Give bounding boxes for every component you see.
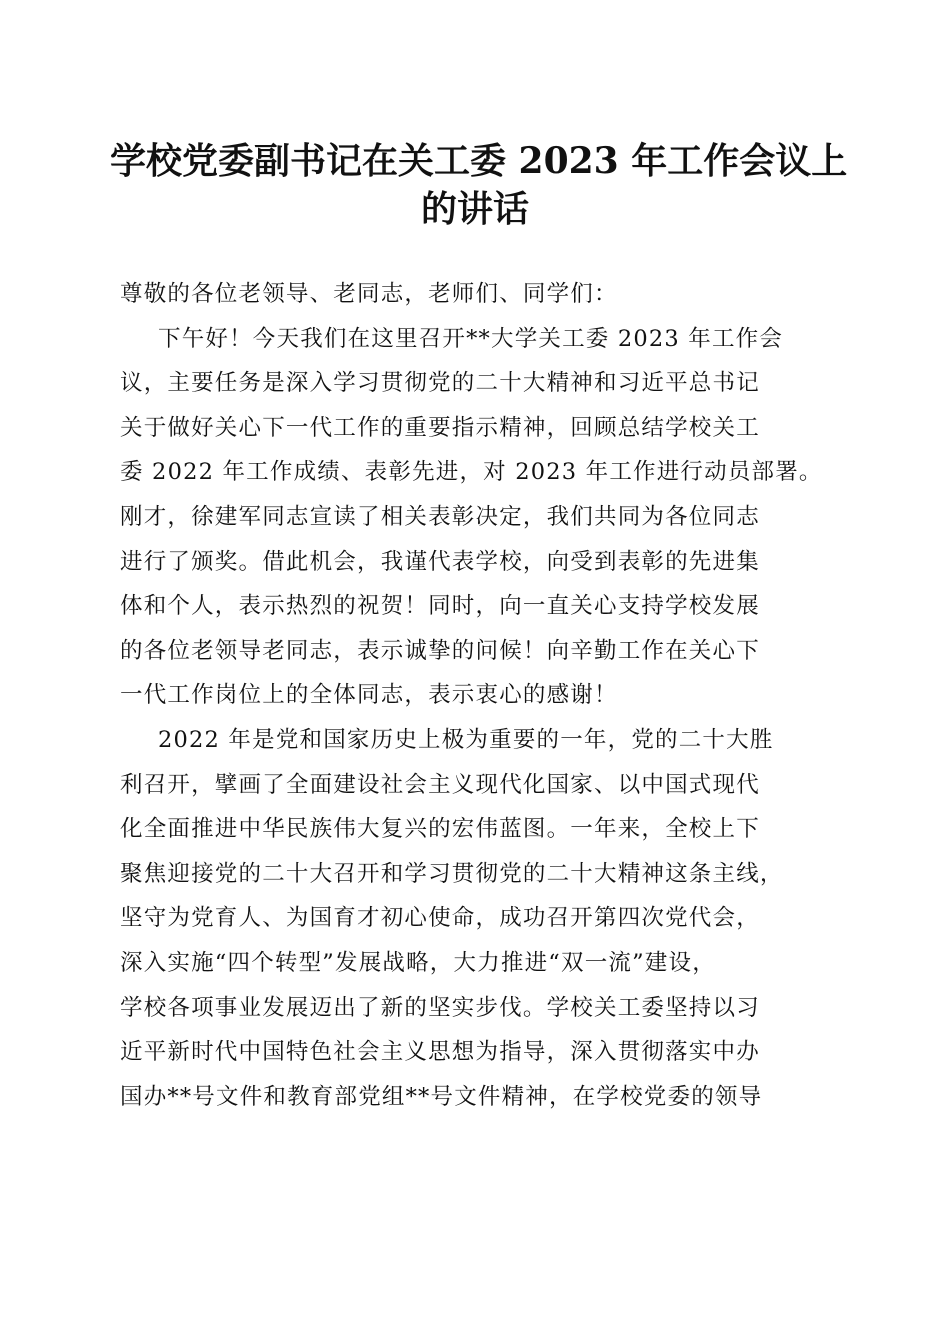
title-line: 的讲话 (420, 188, 529, 230)
title-line: 学校党委副书记在关工委 2023 年工作会议上 (110, 140, 848, 182)
paragraph-1-line: 议，主要任务是深入学习贯彻党的二十大精神和习近平总书记 (120, 370, 760, 397)
document-title (110, 137, 848, 233)
document-body (120, 272, 840, 1119)
paragraph-2-line: 深入实施“四个转型”发展战略，大力推进“双一流”建设， (120, 949, 716, 976)
paragraph-2-line: 近平新时代中国特色社会主义思想为指导，深入贯彻落实中办 (120, 1039, 760, 1066)
paragraph-1-line: 进行了颁奖。借此机会，我谨代表学校，向受到表彰的先进集 (120, 548, 760, 575)
salutation: 尊敬的各位老领导、老同志，老师们、同学们： (120, 281, 618, 307)
paragraph-1-line: 体和个人，表示热烈的祝贺！同时，向一直关心支持学校发展 (120, 593, 760, 620)
paragraph-1-line: 一代工作岗位上的全体同志，表示衷心的感谢！ (120, 682, 618, 709)
paragraph-1-line: 的各位老领导老同志，表示诚挚的问候！向辛勤工作在关心下 (120, 637, 760, 664)
paragraph-2-line: 化全面推进中华民族伟大复兴的宏伟蓝图。一年来，全校上下 (120, 816, 760, 843)
paragraph-2-line: 学校各项事业发展迈出了新的坚实步伐。学校关工委坚持以习 (120, 994, 760, 1021)
paragraph-2-line: 利召开，擘画了全面建设社会主义现代化国家、以中国式现代 (120, 771, 760, 798)
paragraph-2-line: 坚守为党育人、为国育才初心使命，成功召开第四次党代会， (120, 905, 760, 932)
paragraph-2-line: 国办**号文件和教育部党组**号文件精神，在学校党委的领导 (120, 1083, 763, 1110)
paragraph-1-line: 委 2022 年工作成绩、表彰先进，对 2023 年工作进行动员部署。 (120, 459, 823, 486)
paragraph-1-line: 下午好！今天我们在这里召开**大学关工委 2023 年工作会 (158, 325, 784, 352)
paragraph-2-line: 2022 年是党和国家历史上极为重要的一年，党的二十大胜 (158, 726, 774, 753)
paragraph-1-line: 刚才，徐建军同志宣读了相关表彰决定，我们共同为各位同志 (120, 503, 760, 530)
paragraph-1-line: 关于做好关心下一代工作的重要指示精神，回顾总结学校关工 (120, 414, 760, 441)
paragraph-2-line: 聚焦迎接党的二十大召开和学习贯彻党的二十大精神这条主线， (120, 860, 784, 887)
